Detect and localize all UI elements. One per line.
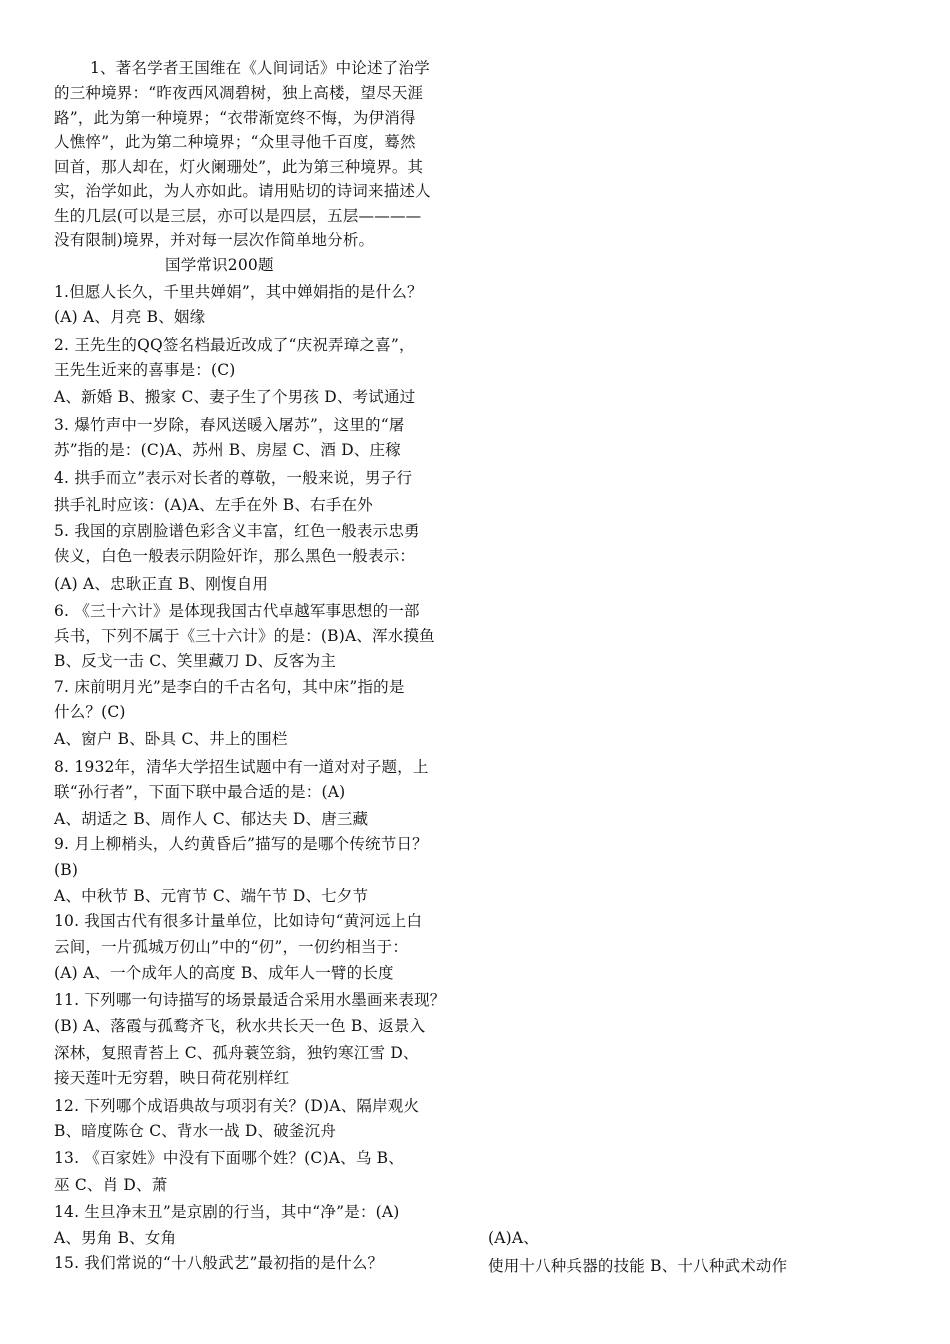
right-column-line: 使用十八种兵器的技能 B、十八种武术动作: [488, 1257, 788, 1275]
intro-line: 实，治学如此，为人亦如此。请用贴切的诗词来描述人: [54, 182, 431, 200]
question-line: 接天莲叶无穷碧，映日荷花别样红: [54, 1069, 290, 1087]
intro-line: 回首，那人却在，灯火阑珊处”，此为第三种境界。其: [54, 158, 424, 176]
intro-line: 1、著名学者王国维在《人间词话》中论述了治学: [90, 59, 430, 77]
intro-line: 没有限制)境界，并对每一层次作简单地分析。: [54, 231, 375, 249]
question-line: 9. 月上柳梢头，人约黄昏后”描写的是哪个传统节日？: [54, 835, 428, 853]
question-line: 联“孙行者”，下面下联中最合适的是：(A): [54, 783, 346, 801]
question-line: 2. 王先生的QQ签名档最近改成了“庆祝弄璋之喜”，: [54, 336, 415, 354]
question-line: (A) A、忠耿正直 B、刚愎自用: [54, 575, 269, 593]
question-line: 巫 C、肖 D、萧: [54, 1176, 168, 1194]
question-line: 7. 床前明月光”是李白的千古名句，其中床”指的是: [54, 678, 405, 696]
intro-line: 人憔悴”，此为第二种境界；“众里寻他千百度，蓦然: [54, 133, 416, 151]
question-line: 15. 我们常说的“十八般武艺”最初指的是什么？: [54, 1254, 384, 1272]
question-line: 5. 我国的京剧脸谱色彩含义丰富，红色一般表示忠勇: [54, 522, 420, 540]
question-line: (A) A、一个成年人的高度 B、成年人一臂的长度: [54, 964, 394, 982]
question-line: (B) A、落霞与孤鹜齐飞，秋水共长天一色 B、返景入: [54, 1017, 426, 1035]
question-line: 12. 下列哪个成语典故与项羽有关？(D)A、隔岸观火: [54, 1097, 420, 1115]
question-line: A、新婚 B、搬家 C、妻子生了个男孩 D、考试通过: [54, 388, 416, 406]
question-line: 14. 生旦净末丑”是京剧的行当，其中“净”是：(A): [54, 1203, 400, 1221]
question-line: 13. 《百家姓》中没有下面哪个姓？(C)A、乌 B、: [54, 1149, 404, 1167]
question-line: 11. 下列哪一句诗描写的场景最适合采用水墨画来表现？: [54, 991, 446, 1009]
question-line: 侠义，白色一般表示阴险奸诈，那么黑色一般表示：: [54, 547, 416, 565]
question-line: 1.但愿人长久，千里共婵娟”，其中婵娟指的是什么？: [54, 283, 423, 301]
question-line: 4. 拱手而立”表示对长者的尊敬，一般来说，男子行: [54, 469, 413, 487]
question-line: 什么？(C): [54, 703, 126, 721]
question-line: 3. 爆竹声中一岁除，春风送暖入屠苏”，这里的“屠: [54, 416, 405, 434]
question-line: 10. 我国古代有很多计量单位，比如诗句“黄河远上白: [54, 912, 423, 930]
question-line: (B): [54, 861, 79, 879]
question-line: A、男角 B、女角: [54, 1229, 177, 1247]
question-line: 6. 《三十六计》是体现我国古代卓越军事思想的一部: [54, 602, 420, 620]
question-line: 拱手礼时应该：(A)A、左手在外 B、右手在外: [54, 496, 373, 514]
question-line: 兵书，下列不属于《三十六计》的是：(B)A、浑水摸鱼: [54, 627, 435, 645]
intro-line: 路”，此为第一种境界；“衣带渐宽终不悔，为伊消得: [54, 109, 416, 127]
question-line: B、暗度陈仓 C、背水一战 D、破釜沉舟: [54, 1122, 337, 1140]
question-line: 王先生近来的喜事是：(C): [54, 361, 236, 379]
question-line: 深林，复照青苔上 C、孤舟蓑笠翁，独钓寒江雪 D、: [54, 1044, 419, 1062]
question-line: 8. 1932年，清华大学招生试题中有一道对对子题，上: [54, 758, 429, 776]
question-line: A、中秋节 B、元宵节 C、端午节 D、七夕节: [54, 887, 369, 905]
right-column-line: (A)A、: [488, 1229, 539, 1247]
intro-line: 生的几层(可以是三层，亦可以是四层，五层————: [54, 207, 422, 225]
question-line: 苏”指的是：(C)A、苏州 B、房屋 C、酒 D、庄稼: [54, 441, 401, 459]
question-line: 云间，一片孤城万仞山”中的“仞”，一仞约相当于：: [54, 938, 409, 956]
question-line: (A) A、月亮 B、姻缘: [54, 308, 206, 326]
section-title: 国学常识200题: [165, 256, 274, 274]
question-line: A、窗户 B、卧具 C、井上的围栏: [54, 730, 288, 748]
question-line: B、反戈一击 C、笑里藏刀 D、反客为主: [54, 652, 337, 670]
question-line: A、胡适之 B、周作人 C、郁达夫 D、唐三藏: [54, 810, 369, 828]
intro-line: 的三种境界：“昨夜西风凋碧树，独上高楼，望尽天涯: [54, 84, 424, 102]
